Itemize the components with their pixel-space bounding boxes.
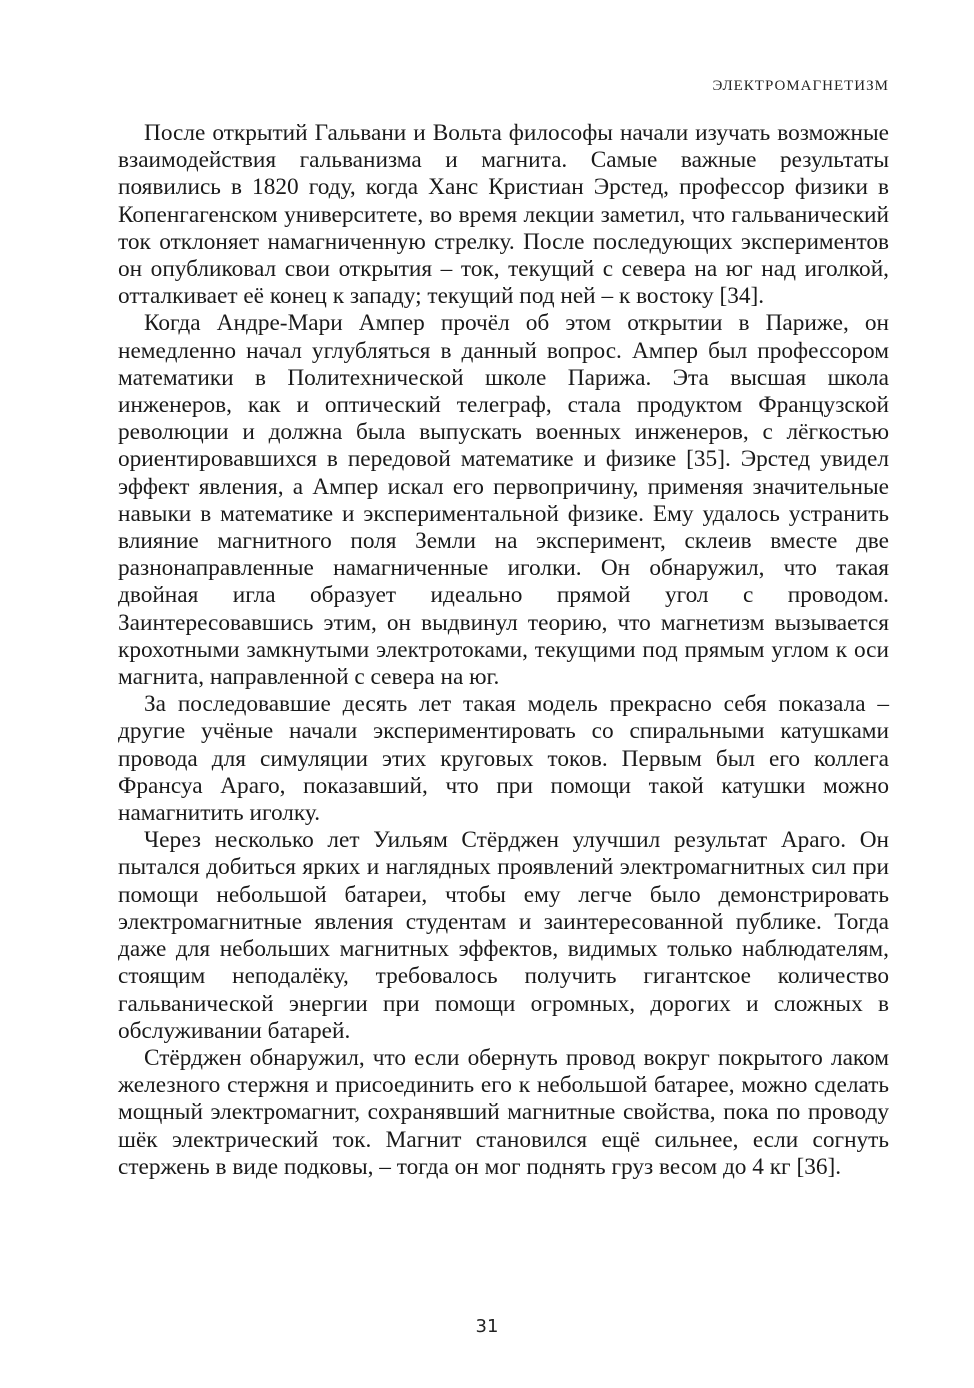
page-number: 31	[475, 1316, 499, 1337]
body-text	[118, 120, 889, 1181]
paragraph-2: Когда Андре-Мари Ампер прочёл об этом открытии в Париже, он немедленно начал углубляться в данный вопрос. Ампер был профессором математики в Политехнической школе Парижа. Эта высшая школа инженеров, как и оптический телеграф, стала продуктом Французской революции и должна была выпускать военных инженеров, с лёгкостью ориентировавшихся в передовой математике и физике [35]. Эрстед увидел эффект явления, а Ампер искал его первопричину, применяя значительные навыки в математике и экспериментальной физике. Ему удалось устранить влияние магнитного поля Земли на эксперимент, склеив вместе две разнонаправленные намагниченные иголки. Он обнаружил, что такая двойная игла образует идеально прямой угол с проводом. Заинтересовавшись этим, он выдвинул теорию, что магнетизм вызывается крохотными замкнутыми электротоками, текущими под прямым углом к оси магнита, направленной с севера на юг.	[118, 310, 889, 691]
paragraph-4: Через несколько лет Уильям Стёрджен улучшил результат Араго. Он пытался добиться ярких и наглядных проявлений электромагнитных сил при помощи небольшой батареи, чтобы ему легче было демонстрировать электромагнитные явления студентам и заинтересованной публике. Тогда даже для небольших магнитных эффектов, видимых только наблюдателям, стоящим неподалёку, требовалось получить гигантское количество гальванической энергии при помощи огромных, дорогих и сложных в обслуживании батарей.	[118, 827, 889, 1044]
paragraph-1: После открытий Гальвани и Вольта философы начали изучать возможные взаимодействия гальванизма и магнита. Самые важные результаты появились в 1820 году, когда Ханс Кристиан Эрстед, профессор физики в Копенгагенском университете, во время лекции заметил, что гальванический ток отклоняет намагниченную стрелку. После последующих экспериментов он опубликовал свои открытия – ток, текущий с севера на юг над иголкой, отталкивает её конец к западу; текущий под ней – к востоку [34].	[118, 120, 889, 310]
paragraph-3: За последовавшие десять лет такая модель прекрасно себя показала – другие учёные начали экспериментировать со спиральными катушками провода для симуляции этих круговых токов. Первым был его коллега Франсуа Араго, показавший, что при помощи такой катушки можно намагнитить иголку.	[118, 691, 889, 827]
paragraph-5: Стёрджен обнаружил, что если обернуть провод вокруг покрытого лаком железного стержня и присоединить его к небольшой батарее, можно сделать мощный электромагнит, сохранявший магнитные свойства, пока по проводу шёк электрический ток. Магнит становился ещё сильнее, если согнуть стержень в виде подковы, – тогда он мог поднять груз весом до 4 кг [36].	[118, 1044, 889, 1180]
running-header: ЭЛЕКТРОМАГНЕТИЗМ	[712, 78, 889, 94]
